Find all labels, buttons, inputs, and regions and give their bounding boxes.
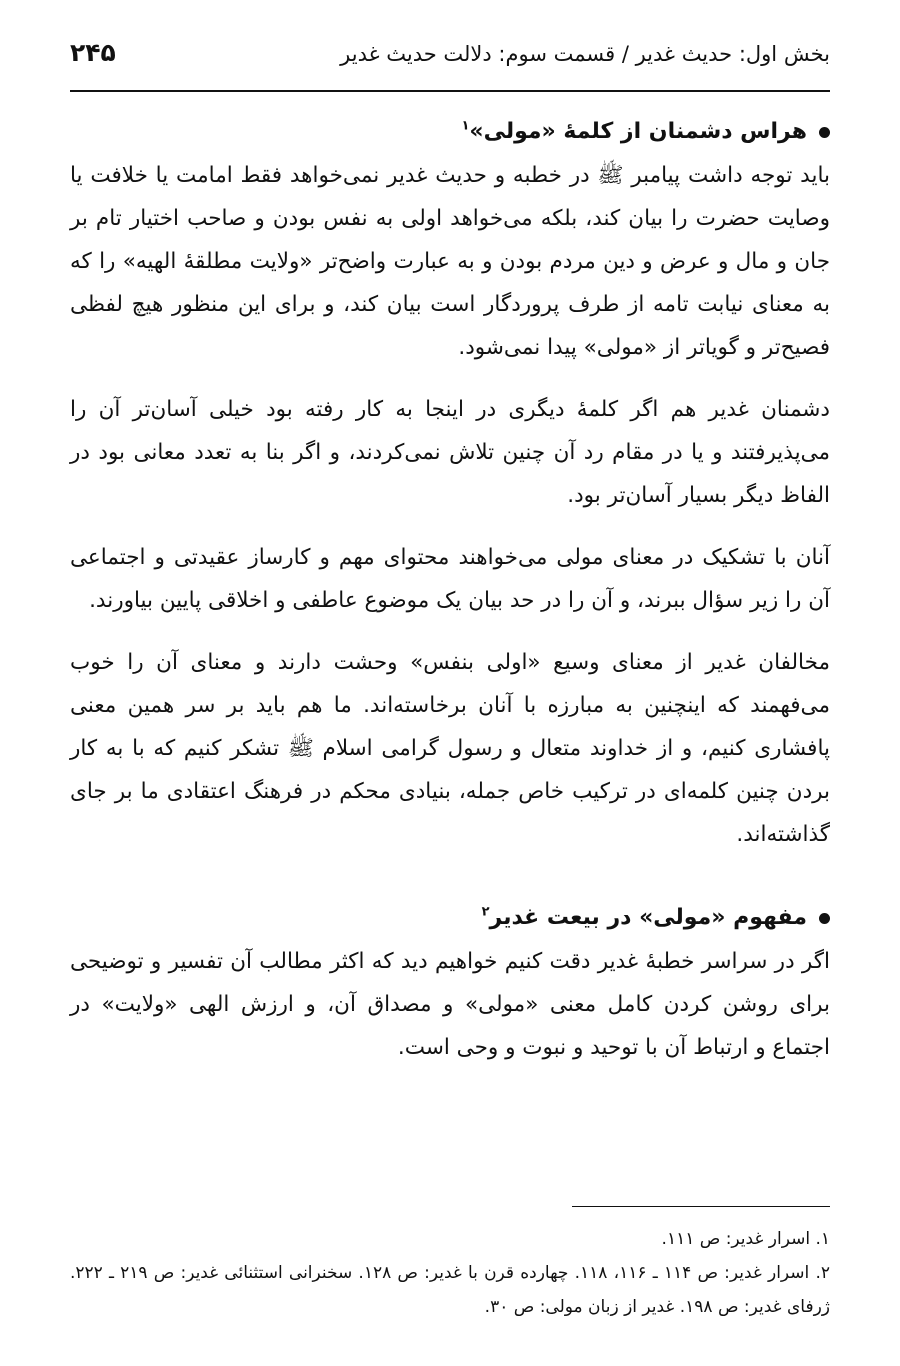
bullet-icon xyxy=(819,913,830,924)
paragraph: مخالفان غدیر از معنای وسیع «اولی بنفس» وحشت دارند و معنای آن را خوب می‌فهمند که اینچنین به مبارزه با آنان برخاسته‌اند. ما هم باید بر سر همین معنی پافشاری کنیم، و از خداوند متعال و رسول گرامی اسلام ﷺ تشکر کنیم که با به کار بردن چنین کلمه‌ای در ترکیب خاص جمله، بنیادی محکم در فرهنگ اعتقادی ما بر جای گذاشته‌اند. xyxy=(70,650,830,847)
page-number: ۲۴۵ xyxy=(70,38,116,67)
paragraph: باید توجه داشت پیامبر ﷺ در خطبه و حدیث غدیر نمی‌خواهد فقط امامت یا خلافت یا وصایت حضرت را بیان کند، بلکه می‌خواهد اولی به نفس بودن و صاحب اختیار تام بر جان و مال و عرض و دین مردم بودن و به عبارت واضح‌تر «ولایت مطلقهٔ الهیه» را که به معنای نیابت تامه از طرف پروردگار است بیان کند، و برای این منظور هیچ لفظی فصیح‌تر و گویاتر از «مولی» پیدا نمی‌شود. xyxy=(70,163,830,360)
page-header xyxy=(70,38,830,67)
section-heading-text: مفهوم «مولی» در بیعت غدیر xyxy=(489,905,807,930)
running-title: بخش اول: حدیث غدیر / قسمت سوم: دلالت حدیث غدیر xyxy=(340,42,830,66)
paragraph: آنان با تشکیک در معنای مولی می‌خواهند محتوای مهم و کارساز عقیدتی و اجتماعی آن را زیر سؤال ببرند، و آن را در حد بیان یک موضوع عاطفی و اخلاقی پایین بیاورند. xyxy=(70,545,830,613)
paragraph: اگر در سراسر خطبهٔ غدیر دقت کنیم خواهیم دید که اکثر مطالب آن تفسیر و توضیحی برای روشن کردن کامل معنی «مولی» و مصداق آن، و ارزش الهی «ولایت» در اجتماع و ارتباط آن با توحید و نبوت و وحی است. xyxy=(70,949,830,1060)
footnote: ۱. اسرار غدیر: ص ۱۱۱. xyxy=(661,1229,830,1249)
section-heading-2 xyxy=(70,896,830,940)
footnote: ۲. اسرار غدیر: ص ۱۱۴ ـ ۱۱۶، ۱۱۸. چهارده قرن با غدیر: ص ۱۲۸. سخنرانی استثنائی غدیر: ص ۲۱۹ ـ ۲۲۲. ژرفای غدیر: ص ۱۹۸. غدیر از زبان مولی: ص ۳۰. xyxy=(70,1263,830,1317)
footnote-rule xyxy=(572,1206,830,1207)
paragraph: دشمنان غدیر هم اگر کلمهٔ دیگری در اینجا به کار رفته بود خیلی آسان‌تر آن را می‌پذیرفتند و یا در مقام رد آن چنین تلاش نمی‌کردند، و اگر بنا به تعدد معانی بود در الفاظ دیگر بسیار آسان‌تر بود. xyxy=(70,397,830,508)
bullet-icon xyxy=(819,127,830,138)
section-heading-1 xyxy=(70,110,830,154)
footnotes xyxy=(70,1222,830,1324)
section-heading-text: هراس دشمنان از کلمهٔ «مولی» xyxy=(469,119,807,144)
main-text xyxy=(70,110,830,1069)
footnote-ref: ۱ xyxy=(461,118,470,134)
footnote-ref: ۲ xyxy=(481,904,490,920)
header-rule xyxy=(70,90,830,92)
